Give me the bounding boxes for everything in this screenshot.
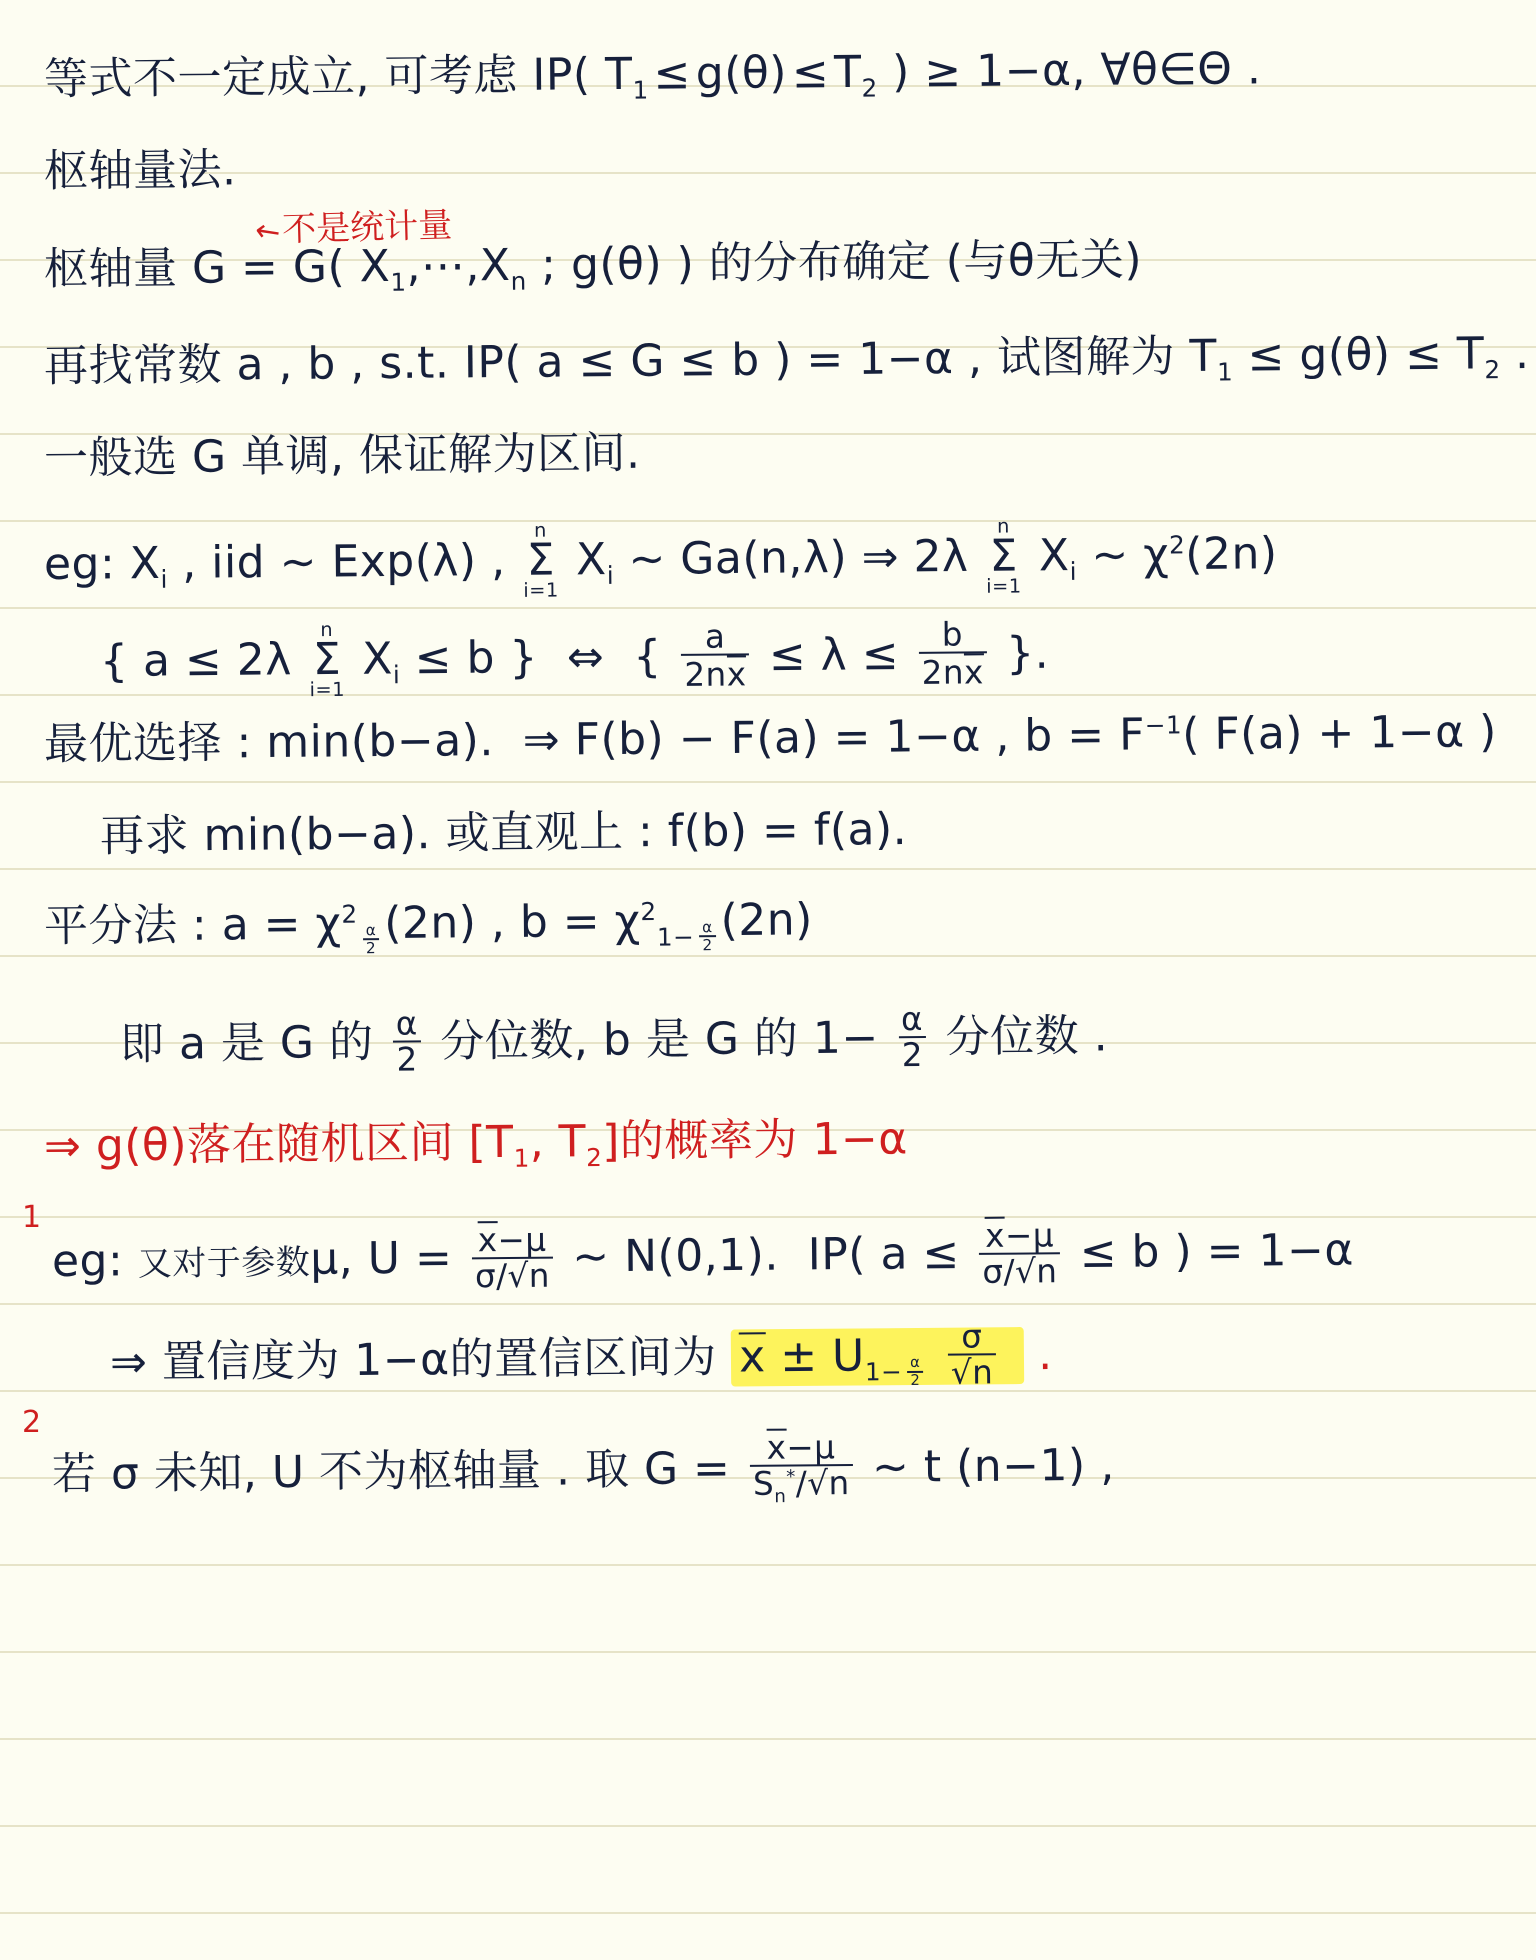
note-line-12-conclusion (44, 1112, 1536, 1175)
pivot-definition: 枢轴量 G = G( $X_1,\cdots,X_n$ ; g(θ) ) 的分布确定 (与θ无关) (43, 234, 1143, 297)
note-line-10-equal-tail (44, 892, 1536, 961)
eg-exponential: eg: $X_i$ , iid ~ Exp(λ) , n Σ i=1 $X_i$ ~ Ga(n,λ) ⇒ 2λ n Σ i=1 $X_i$ ~ $\chi^2(2n)$ (43, 514, 1278, 602)
equal-tail-method: 平分法 : $a = \chi^2$ $_{\frac{\alpha}{2}}$ (2n) , $b = \chi^2_{1- \frac{\alpha}{2}}$ (2n) (43, 894, 814, 958)
note-line-2-pivot-method (43, 137, 1536, 197)
annotation-text: 不是统计量 (281, 205, 453, 250)
note-line-6-example (44, 515, 1536, 607)
fraction-b-over-2nxbar: $\frac{b}{2nx}$ (918, 617, 987, 690)
margin-number-2: 2 (22, 1405, 42, 1440)
fraction-a-over-2nxbar: $\frac{a}{2nx}$ (681, 619, 750, 692)
summation-symbol-3: n Σ i=1 (309, 617, 346, 702)
find-constants-text: 再找常数 a , b , s.t. IP( a ≤ G ≤ b ) = 1−α , 试图解为 $T_1 \le g(\theta) \le T_2$ . (43, 328, 1530, 392)
monotone-note: 一般选 G 单调, 保证解为区间. (43, 427, 641, 484)
highlighted-confidence-interval: $x \pm U_{1- \frac{\alpha}{2}}$ $\frac{\sigma}{√n}$ (731, 1327, 1024, 1387)
set-equivalence: { a ≤ 2λ n Σ i=1 $X_i \le b$ } ⇔ { $\frac{a}{2nx}$ ≤ λ ≤ $\frac{b}{2nx}$ }. (99, 615, 1050, 702)
eg-normal-mean: eg: 又对于参数μ, U = $\frac{x-\mu}{\sigma/√n}$ ~ N(0,1). IP( a ≤ $\frac{x-\mu}{\sigma/√n}$ ≤ b ) = 1−α (51, 1216, 1355, 1296)
pivot-method-heading: 枢轴量法. (43, 144, 237, 197)
fraction-t-pivot: $\frac{x-\mu}{S_n^*/√n}$ (750, 1428, 853, 1507)
note-line-15-sigma-unknown (52, 1425, 1536, 1516)
note-line-7-set-equivalence (100, 612, 1536, 703)
note-line-4 (43, 328, 1536, 395)
note-line-14-confidence-interval (110, 1318, 1536, 1401)
note-line-1 (44, 45, 1536, 108)
sigma-unknown-statement: 若 σ 未知, U 不为枢轴量 . 取 G = $\frac{x-\mu}{S_n^*/√n}$ ~ t (n−1) , (51, 1427, 1115, 1508)
note-line-13-example-mu (52, 1215, 1536, 1300)
note-line-3 (44, 235, 1536, 298)
note-line-8-optimal-choice (43, 706, 1536, 770)
line-1-text: 等式不一定成立, 可考虑 IP( $T_1$ ≤ g(θ) ≤ $T_2$ ) ≥ 1−α, ∀θ∈Θ . (43, 43, 1262, 105)
note-line-11-quantiles (120, 1000, 1536, 1083)
optimal-choice: 最优选择 : min(b−a). ⇒ F(b) − F(a) = 1−α , $b = F^{-1}$( F(a) + 1−α ) (43, 706, 1498, 770)
note-line-5 (43, 424, 1536, 484)
note-line-9 (99, 802, 1536, 862)
fraction-u-pivot: $\frac{x-\mu}{\sigma/√n}$ (471, 1220, 553, 1293)
fraction-sigma-over-sqrtn: $\frac{\sigma}{√n}$ (947, 1319, 996, 1390)
quantile-statement: 即 a 是 G 的 $\frac{\alpha}{2}$ 分位数, b 是 G 的 1− $\frac{\alpha}{2}$ 分位数 . (119, 999, 1109, 1079)
fraction-alpha-over-2: $\frac{\alpha}{2}$ (393, 1006, 422, 1077)
conclusion-red: ⇒ g(θ)落在随机区间 [$T_1$, $T_2$]的概率为 1−α (43, 1113, 908, 1173)
confidence-interval-statement: ⇒ 置信度为 1−α的置信区间为 $x \pm U_{1- \frac{\alpha}{2}}$ $\frac{\sigma}{√n}$ . (109, 1317, 1053, 1392)
margin-number-1: 1 (22, 1200, 42, 1235)
fraction-u-pivot-2: $\frac{x-\mu}{\sigma/√n}$ (979, 1216, 1061, 1289)
summation-symbol-1: n Σ i=1 (523, 518, 559, 602)
minimize-again: 再求 min(b−a). 或直观上 : f(b) = f(a). (99, 803, 908, 862)
fraction-alpha-over-2-b: $\frac{\alpha}{2}$ (898, 1002, 927, 1073)
summation-symbol-2: n Σ i=1 (986, 514, 1022, 598)
arrow-icon: ↖ (247, 210, 289, 254)
